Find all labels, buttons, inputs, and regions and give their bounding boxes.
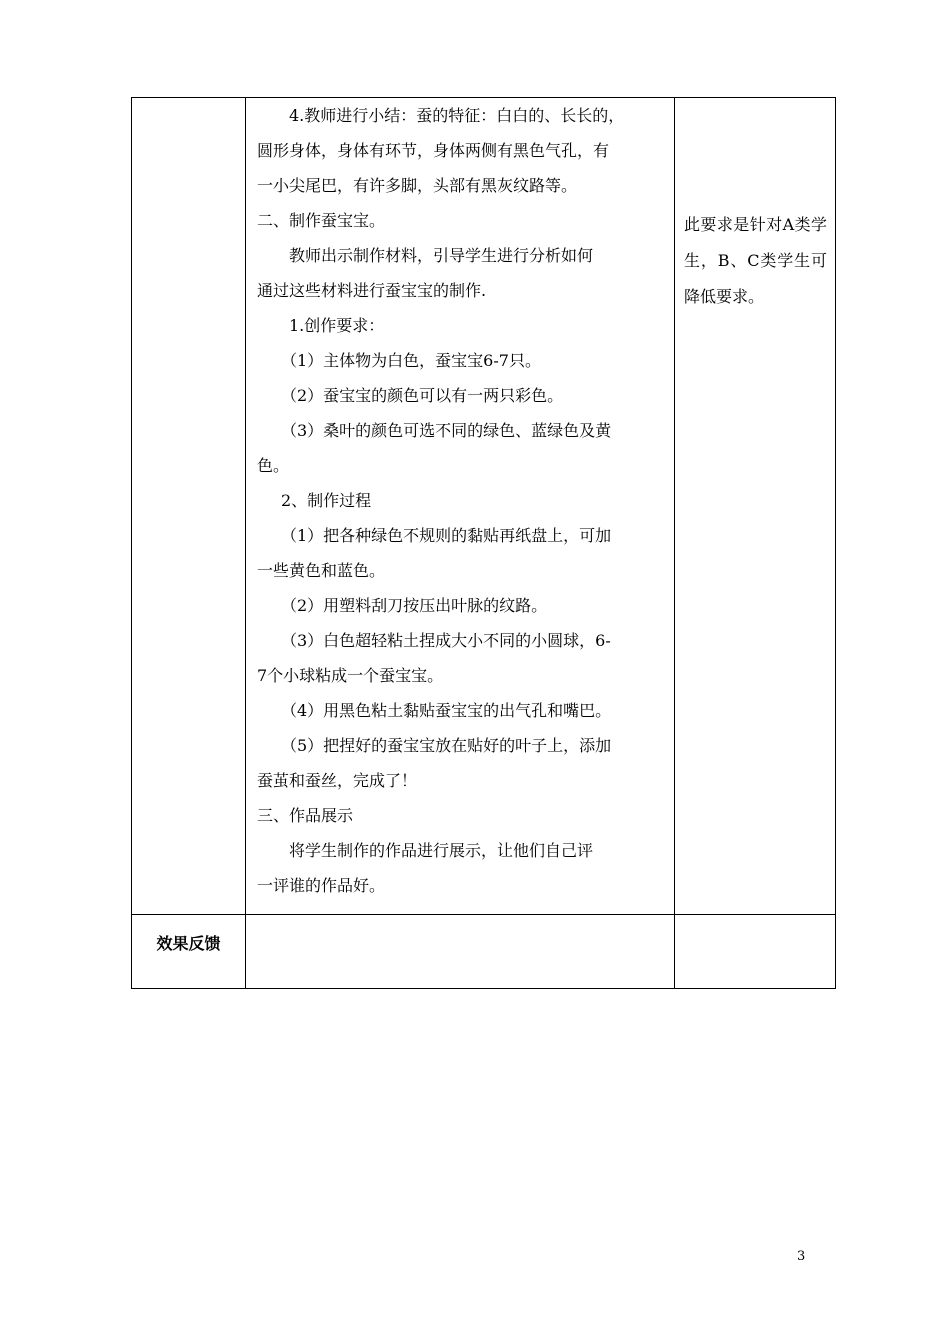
content-line: 将学生制作的作品进行展示，让他们自己评 xyxy=(289,841,594,860)
content-row xyxy=(132,98,836,915)
feedback-label-cell xyxy=(132,915,246,989)
sub-heading: 1.创作要求： xyxy=(289,316,385,335)
sub-heading: 2、制作过程 xyxy=(281,491,372,510)
feedback-content-cell xyxy=(246,915,675,989)
content-line: 一些黄色和蓝色。 xyxy=(257,561,386,580)
content-line: （1）主体物为白色，蚕宝宝6-7只。 xyxy=(281,351,541,370)
content-line: 一评谁的作品好。 xyxy=(257,876,386,895)
process-content xyxy=(246,98,674,903)
feedback-label: 效果反馈 xyxy=(156,934,221,953)
content-line: （5）把捏好的蚕宝宝放在贴好的叶子上，添加 xyxy=(281,736,612,755)
left-label-cell xyxy=(132,98,246,915)
feedback-row xyxy=(132,915,836,989)
feedback-note-cell xyxy=(675,915,836,989)
section-heading: 三、作品展示 xyxy=(257,806,354,825)
process-content-cell xyxy=(246,98,675,915)
content-line: （1）把各种绿色不规则的黏贴再纸盘上，可加 xyxy=(281,526,612,545)
differentiation-note: 此要求是针对A类学生，B、C类学生可降低要求。 xyxy=(684,215,827,306)
content-line: （3）桑叶的颜色可选不同的绿色、蓝绿色及黄 xyxy=(281,421,612,440)
content-line: 一小尖尾巴，有许多脚，头部有黑灰纹路等。 xyxy=(257,176,578,195)
note-cell xyxy=(675,98,836,915)
lesson-plan-table xyxy=(131,97,836,989)
content-line: （2）蚕宝宝的颜色可以有一两只彩色。 xyxy=(281,386,564,405)
content-line: 色。 xyxy=(257,456,290,475)
content-line: 通过这些材料进行蚕宝宝的制作. xyxy=(257,281,487,300)
section-heading: 二、制作蚕宝宝。 xyxy=(257,211,386,230)
content-line: （3）白色超轻粘土捏成大小不同的小圆球，6- xyxy=(281,631,611,650)
page-number: 3 xyxy=(797,1249,806,1264)
content-line: （2）用塑料刮刀按压出叶脉的纹路。 xyxy=(281,596,548,615)
content-line: 4.教师进行小结：蚕的特征：白白的、长长的， xyxy=(289,106,625,125)
content-line: （4）用黑色粘土黏贴蚕宝宝的出气孔和嘴巴。 xyxy=(281,701,612,720)
content-line: 蚕茧和蚕丝，完成了！ xyxy=(257,771,418,790)
content-line: 7个小球粘成一个蚕宝宝。 xyxy=(257,666,444,685)
content-line: 圆形身体，身体有环节，身体两侧有黑色气孔，有 xyxy=(257,141,610,160)
content-line: 教师出示制作材料，引导学生进行分析如何 xyxy=(289,246,594,265)
